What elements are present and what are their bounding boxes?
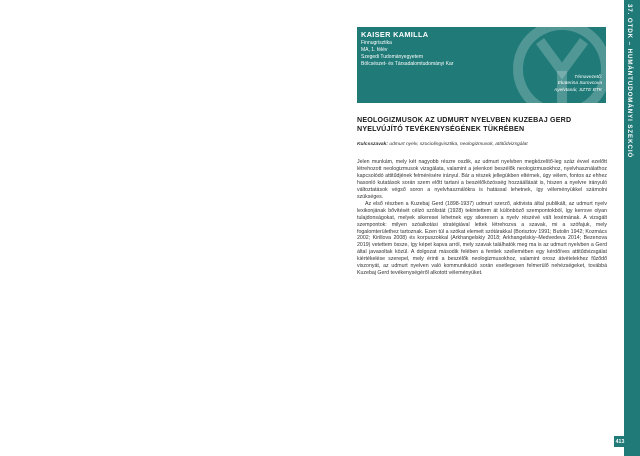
author-program: Finnugrisztika [361, 40, 392, 46]
supervisor-label: Témavezető: [574, 75, 602, 80]
paragraph: Jelen munkám, mely két nagyobb részre oszlik, az udmurt nyelvben megközelítő-leg száz évvel ezelőtt létrehozott neologizmusok vizsgálata, valamint a jelenkori beszélők neologizmusokhoz, nyelvhasználathoz kapcsolódó attitűdjének felmérésére irányul. Bár a részek jellegükben eltérnek, úgy vélem, fontos az ehhez hasonló kutatások során szem előtt tartani a beszélőközösség hozzáállását is, hiszen a nyelvre irányuló változtatások végső soron a nyelvhasználókra is hatással lehetnek, így véleményükkel számolni szükséges. [357, 159, 607, 200]
author-faculty: Bölcsészet- és Társadalomtudományi Kar [361, 61, 454, 67]
abstract-body [357, 159, 607, 277]
page-number: 413 [614, 436, 626, 447]
supervisor-name: Ekaterina Surovcova [557, 81, 602, 87]
author-info [361, 40, 453, 68]
author-semester: MA, 1. félév [361, 47, 388, 53]
article-title: NEOLOGIZMUSOK AZ UDMURT NYELVBEN KUZEBAJ GERD NYELVÚJÍTÓ TEVÉKENYSÉGÉNEK TÜKRÉBEN [357, 116, 572, 134]
author-name: KAISER KAMILLA [361, 30, 429, 39]
section-label: 37. OTDK – HUMÁNTUDOMÁNYI SZEKCIÓ [626, 4, 633, 159]
paragraph: Az első részben a Kuzebaj Gerd (1898-1937) udmurt szerző, aktivista által publikált, az udmurt nyelv lexikonjának bővítését célzó szólistát (1928) tekintettem át különböző szempontokból, így kerrsve olyan tulajdonságokat, melyek sikeresei lehetnek egy sikeresen a nyelv részévé vált lexémának. A vizsgált szempontok: milyen szóalkotási stratégiával lettek létrehozva a szavak, mi a szófajuk, mely fogalomterülethez tartoznak. Ezen túl a szókat elemeit szótárakkal (Borisztov 1991; Butolin 1942; Kozmács 2002; Kirillova 2008) és korpuszokkal (Arkhangelskiy 2018; Arkhangelskiy–Medvedeva 2014; Bezenova 2019) vetettem össze, így képet kapva arról, mely szavak találhatók meg ma is az udmurt nyelvben a Gerd által javasoltak közül. A dolgozat második felében a fentiek szellemében egy kérdőíves attitűdvizsgálat kiértékelése szerepel, mely érinti a beszélők neologizmusokhoz, valamint orosz átvételekhez fűződő viszonyát, az udmurt nyelven való kommunikáció során esetlegesen felmerülő nehézségeket, továbbá Kuzebaj Gerd tevékenységéről alkotott véleményüket. [357, 200, 607, 277]
keywords-label: Kulcsszavak: [357, 142, 388, 147]
supervisor-info [555, 75, 602, 94]
author-university: Szegedi Tudományegyetem [361, 54, 423, 60]
supervisor-title: nyelvtanár, SZTE BTK [554, 87, 602, 93]
keywords [357, 142, 607, 147]
author-header [357, 27, 606, 103]
section-stripe [624, 0, 640, 456]
keywords-text: udmurt nyelv, szociolingvisztika, neologizmusok, attitűdvizsgálat [389, 142, 528, 147]
